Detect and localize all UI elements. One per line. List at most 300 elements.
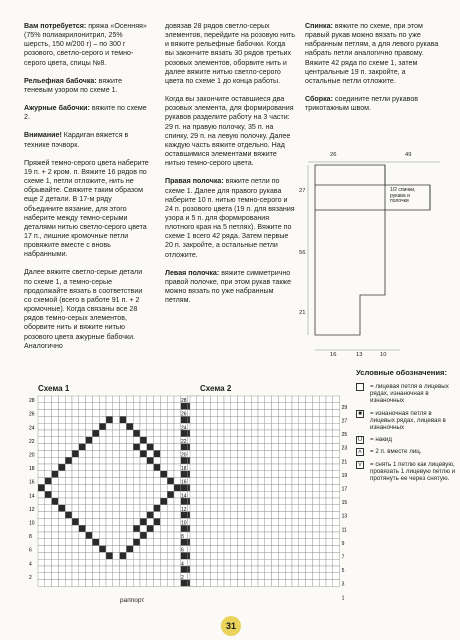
grid-cell [285, 580, 292, 587]
grid-cell [244, 457, 251, 464]
grid-cell [45, 410, 52, 417]
grid-cell [312, 512, 319, 519]
grid-cell [197, 423, 204, 430]
grid-cell [238, 471, 245, 478]
grid-cell [65, 525, 72, 532]
grid-cell [292, 546, 299, 553]
grid-cell [244, 498, 251, 505]
grid-cell [238, 566, 245, 573]
grid-cell [306, 416, 313, 423]
grid-cell [231, 518, 238, 525]
grid-cell [92, 410, 99, 417]
grid-cell [265, 444, 272, 451]
row-label: 15 [341, 500, 348, 507]
row-label: 8 [29, 534, 32, 541]
grid-cell [251, 532, 258, 539]
grid-cell [113, 491, 120, 498]
grid-cell [333, 566, 340, 573]
grid-cell [126, 532, 133, 539]
grid-cell [72, 518, 79, 525]
grid-cell [86, 396, 93, 403]
grid-cell [92, 484, 99, 491]
grid-cell [120, 396, 127, 403]
grid-cell [167, 396, 174, 403]
grid-cell [72, 505, 79, 512]
grid-cell [99, 491, 106, 498]
grid-cell [99, 396, 106, 403]
grid-cell [204, 566, 211, 573]
grid-cell [190, 559, 197, 566]
grid-cell [160, 471, 167, 478]
grid-cell [65, 498, 72, 505]
grid-cell [160, 444, 167, 451]
row-label: 25 [341, 432, 348, 439]
grid-cell [326, 471, 333, 478]
grid-cell [272, 416, 279, 423]
grid-cell [238, 518, 245, 525]
grid-cell [272, 403, 279, 410]
grid-cell [52, 525, 59, 532]
grid-cell [160, 505, 167, 512]
yarn-over-icon: U [357, 437, 363, 444]
grid-cell [120, 559, 127, 566]
grid-cell [278, 566, 285, 573]
grid-cell [299, 566, 306, 573]
grid-cell [140, 566, 147, 573]
grid-cell [333, 444, 340, 451]
grid-cell [120, 525, 127, 532]
grid-cell [120, 566, 127, 573]
grid-cell [126, 450, 133, 457]
grid-cell [333, 539, 340, 546]
grid-cell [52, 484, 59, 491]
grid-cell [120, 430, 127, 437]
grid-cell [160, 566, 167, 573]
grid-cell [190, 437, 197, 444]
grid-cell [133, 505, 140, 512]
grid-cell [58, 532, 65, 539]
grid-cell [45, 559, 52, 566]
grid-cell [92, 396, 99, 403]
grid-cell [238, 450, 245, 457]
grid-cell [306, 437, 313, 444]
grid-cell [258, 430, 265, 437]
grid-cell [224, 478, 231, 485]
grid-cell [319, 437, 326, 444]
grid-cell [58, 525, 65, 532]
grid-cell [326, 552, 333, 559]
grid-cell [72, 525, 79, 532]
grid-cell [52, 559, 59, 566]
grid-cell [147, 403, 154, 410]
grid-cell [92, 566, 99, 573]
grid-cell [306, 512, 313, 519]
grid-cell [292, 396, 299, 403]
grid-cell [272, 410, 279, 417]
grid-cell [272, 457, 279, 464]
grid-cell [251, 403, 258, 410]
grid-cell [265, 403, 272, 410]
grid-cell [99, 403, 106, 410]
grid-cell [147, 416, 154, 423]
grid-cell [204, 423, 211, 430]
grid-cell [197, 437, 204, 444]
row-label: 21 [341, 459, 348, 466]
grid-cell [278, 505, 285, 512]
grid-cell [204, 430, 211, 437]
grid-cell [292, 403, 299, 410]
grid-cell [278, 464, 285, 471]
grid-cell [133, 580, 140, 587]
grid-cell [126, 566, 133, 573]
grid-cell [72, 580, 79, 587]
grid-cell [197, 444, 204, 451]
grid-cell [251, 471, 258, 478]
grid-cell [106, 444, 113, 451]
grid-cell [106, 471, 113, 478]
grid-cell [99, 498, 106, 505]
row-label: 12 [181, 506, 187, 513]
grid-cell [79, 491, 86, 498]
grid-cell [154, 518, 161, 525]
grid-cell [285, 423, 292, 430]
grid-cell [140, 512, 147, 519]
grid-cell [292, 491, 299, 498]
grid-cell [147, 484, 154, 491]
grid-cell [126, 552, 133, 559]
grid-cell [38, 464, 45, 471]
grid-cell [190, 423, 197, 430]
grid-cell [326, 518, 333, 525]
grid-cell [272, 532, 279, 539]
grid-cell [86, 505, 93, 512]
row-label: 2 [29, 574, 32, 581]
grid-cell [238, 505, 245, 512]
grid-cell [140, 505, 147, 512]
grid-cell [113, 464, 120, 471]
grid-cell [106, 505, 113, 512]
grid-cell [312, 478, 319, 485]
grid-cell [45, 532, 52, 539]
grid-cell [52, 403, 59, 410]
grid-cell [210, 471, 217, 478]
grid-cell [204, 396, 211, 403]
grid-cell [238, 512, 245, 519]
grid-cell [120, 532, 127, 539]
grid-cell [319, 546, 326, 553]
grid-cell [217, 546, 224, 553]
grid-cell [92, 552, 99, 559]
grid-cell [190, 498, 197, 505]
grid-cell [167, 552, 174, 559]
grid-cell [333, 518, 340, 525]
grid-cell [79, 559, 86, 566]
grid-cell [160, 437, 167, 444]
grid-cell [312, 457, 319, 464]
grid-cell [244, 410, 251, 417]
grid-cell [79, 498, 86, 505]
grid-cell [306, 580, 313, 587]
grid-cell [92, 471, 99, 478]
grid-cell [52, 450, 59, 457]
pattern-diagram [300, 150, 450, 365]
grid-cell [113, 450, 120, 457]
grid-cell [86, 478, 93, 485]
grid-cell [292, 552, 299, 559]
grid-cell [285, 573, 292, 580]
grid-cell [319, 539, 326, 546]
grid-cell [120, 580, 127, 587]
grid-cell [278, 512, 285, 519]
grid-cell [86, 532, 93, 539]
grid-cell [126, 396, 133, 403]
grid-cell [140, 396, 147, 403]
grid-cell [160, 396, 167, 403]
grid-cell [238, 410, 245, 417]
grid-cell [217, 573, 224, 580]
grid-cell [197, 416, 204, 423]
grid-cell [140, 552, 147, 559]
grid-cell [258, 498, 265, 505]
grid-cell [238, 437, 245, 444]
grid-cell [58, 546, 65, 553]
grid-cell [72, 512, 79, 519]
grid-cell [154, 559, 161, 566]
grid-cell [231, 512, 238, 519]
grid-cell [92, 457, 99, 464]
row-label: 1 [341, 595, 345, 602]
grid-cell [292, 539, 299, 546]
grid-cell [45, 471, 52, 478]
grid-cell [190, 512, 197, 519]
grid-cell [292, 532, 299, 539]
grid-cell [167, 410, 174, 417]
grid-cell [190, 580, 197, 587]
grid-cell [92, 512, 99, 519]
grid-cell [299, 430, 306, 437]
grid-cell [285, 491, 292, 498]
grid-cell [333, 457, 340, 464]
grid-cell [113, 539, 120, 546]
grid-cell [113, 532, 120, 539]
grid-cell [238, 396, 245, 403]
grid-cell [52, 410, 59, 417]
grid-cell [72, 552, 79, 559]
grid-cell [72, 396, 79, 403]
grid-cell [160, 430, 167, 437]
grid-cell [58, 457, 65, 464]
grid-cell [38, 416, 45, 423]
grid-cell [210, 444, 217, 451]
grid-cell [99, 573, 106, 580]
grid-cell [113, 471, 120, 478]
grid-cell [167, 450, 174, 457]
dim-label: 49 [405, 152, 412, 158]
grid-cell [299, 471, 306, 478]
row-label: 8 [181, 534, 184, 541]
grid-cell [197, 505, 204, 512]
grid-cell [52, 539, 59, 546]
grid-cell [299, 437, 306, 444]
grid-cell [312, 410, 319, 417]
grid-cell [120, 457, 127, 464]
grid-cell [265, 498, 272, 505]
grid-cell [210, 478, 217, 485]
grid-cell [326, 512, 333, 519]
grid-cell [58, 416, 65, 423]
attention-paragraph: Внимание! Кардиган вяжется в технике пэчворк. [24, 131, 129, 149]
grid-cell [154, 539, 161, 546]
grid-cell [92, 532, 99, 539]
grid-cell [58, 471, 65, 478]
grid-cell [272, 464, 279, 471]
grid-cell [133, 423, 140, 430]
grid-cell [58, 512, 65, 519]
grid-cell [52, 416, 59, 423]
grid-cell [333, 403, 340, 410]
grid-cell [204, 580, 211, 587]
grid-cell [58, 403, 65, 410]
instructions-paragraph: довязав 28 рядов светло-серых элементов, перейдите на розовую нить и вяжите рельефные бабочки. Когда вы закончите вязать 30 рядов третьих розовых элементов, оборвите нить и далее вяжите нитью светло-серого цвета по схеме 1 до конца работы. [165, 22, 295, 85]
grid-cell [197, 450, 204, 457]
grid-cell [133, 491, 140, 498]
grid-cell [333, 580, 340, 587]
materials-paragraph: Вам потребуется: пряжа «Осенняя» (75% полиакрилонитрил, 25% шерсть, 150 м/200 г) – по 300 г розового, светло-серого и темно-серого цвета, спицы №8. [24, 22, 147, 67]
grid-cell [319, 457, 326, 464]
grid-cell [147, 464, 154, 471]
grid-cell [113, 566, 120, 573]
row-label: 24 [181, 425, 187, 432]
grid-cell [285, 416, 292, 423]
grid-cell [45, 437, 52, 444]
grid-cell [333, 464, 340, 471]
grid-cell [224, 573, 231, 580]
grid-cell [326, 580, 333, 587]
grid-cell [244, 580, 251, 587]
grid-cell [167, 512, 174, 519]
grid-cell [231, 573, 238, 580]
grid-cell [251, 464, 258, 471]
grid-cell [52, 505, 59, 512]
grid-cell [258, 457, 265, 464]
grid-cell [86, 450, 93, 457]
grid-cell [326, 559, 333, 566]
grid-cell [79, 539, 86, 546]
grid-cell [312, 471, 319, 478]
grid-cell [45, 491, 52, 498]
grid-cell [65, 580, 72, 587]
grid-cell [52, 518, 59, 525]
grid-cell [79, 430, 86, 437]
grid-cell [113, 525, 120, 532]
grid-cell [285, 539, 292, 546]
grid-cell [133, 573, 140, 580]
grid-cell [285, 566, 292, 573]
grid-cell [120, 573, 127, 580]
grid-cell [167, 403, 174, 410]
legend-item: ⋏ = 2 п. вместе лиц. [357, 448, 422, 456]
grid-cell [190, 525, 197, 532]
grid-cell [217, 532, 224, 539]
grid-cell [210, 573, 217, 580]
grid-cell [154, 403, 161, 410]
grid-cell [120, 450, 127, 457]
grid-cell [79, 532, 86, 539]
row-label: 18 [29, 466, 35, 473]
grid-cell [140, 471, 147, 478]
grid-cell [299, 464, 306, 471]
dim-label: 27 [299, 188, 306, 194]
grid-cell [79, 546, 86, 553]
grid-cell [285, 457, 292, 464]
grid-cell [299, 410, 306, 417]
grid-cell [197, 464, 204, 471]
grid-cell [285, 512, 292, 519]
grid-cell [190, 444, 197, 451]
grid-cell [326, 457, 333, 464]
grid-cell [190, 403, 197, 410]
grid-cell [120, 498, 127, 505]
grid-cell [285, 532, 292, 539]
legend-title: Условные обозначения: [356, 368, 448, 377]
grid-cell [86, 525, 93, 532]
grid-cell [217, 566, 224, 573]
grid-cell [265, 396, 272, 403]
grid-cell [204, 546, 211, 553]
grid-cell [251, 410, 258, 417]
grid-cell [244, 464, 251, 471]
grid-cell [38, 546, 45, 553]
grid-cell [333, 512, 340, 519]
grid-cell [204, 525, 211, 532]
grid-cell [65, 457, 72, 464]
grid-cell [244, 505, 251, 512]
grid-cell [306, 552, 313, 559]
schema-2-grid [176, 394, 356, 602]
grid-cell [326, 525, 333, 532]
grid-cell [65, 546, 72, 553]
grid-cell [140, 539, 147, 546]
grid-cell [38, 539, 45, 546]
grid-cell [326, 410, 333, 417]
grid-cell [92, 403, 99, 410]
grid-cell [106, 457, 113, 464]
grid-cell [113, 478, 120, 485]
grid-cell [231, 444, 238, 451]
grid-cell [65, 437, 72, 444]
grid-cell [99, 566, 106, 573]
grid-cell [258, 396, 265, 403]
right-front-paragraph: Правая полочка: вяжите петли по схеме 1. Далее для правого рукава наберите 10 п. нитью темно-серого и 24 п. розового цвета (19 п. для вязания узора и 5 п. для формирования плотного края на 5 петлях). Вяжите по схеме 1 всего 42 ряда. Затем первые 20 п. закройте, а остальные петли отложите. [165, 177, 295, 259]
grid-cell [126, 416, 133, 423]
grid-cell [147, 450, 154, 457]
grid-cell [204, 498, 211, 505]
grid-cell [224, 539, 231, 546]
grid-cell [217, 430, 224, 437]
grid-cell [113, 512, 120, 519]
grid-cell [154, 580, 161, 587]
grid-cell [204, 532, 211, 539]
grid-cell [154, 498, 161, 505]
grid-cell [312, 437, 319, 444]
grid-cell [292, 410, 299, 417]
grid-cell [238, 532, 245, 539]
grid-cell [72, 478, 79, 485]
grid-cell [292, 573, 299, 580]
grid-cell [99, 437, 106, 444]
grid-cell [333, 471, 340, 478]
grid-cell [45, 525, 52, 532]
